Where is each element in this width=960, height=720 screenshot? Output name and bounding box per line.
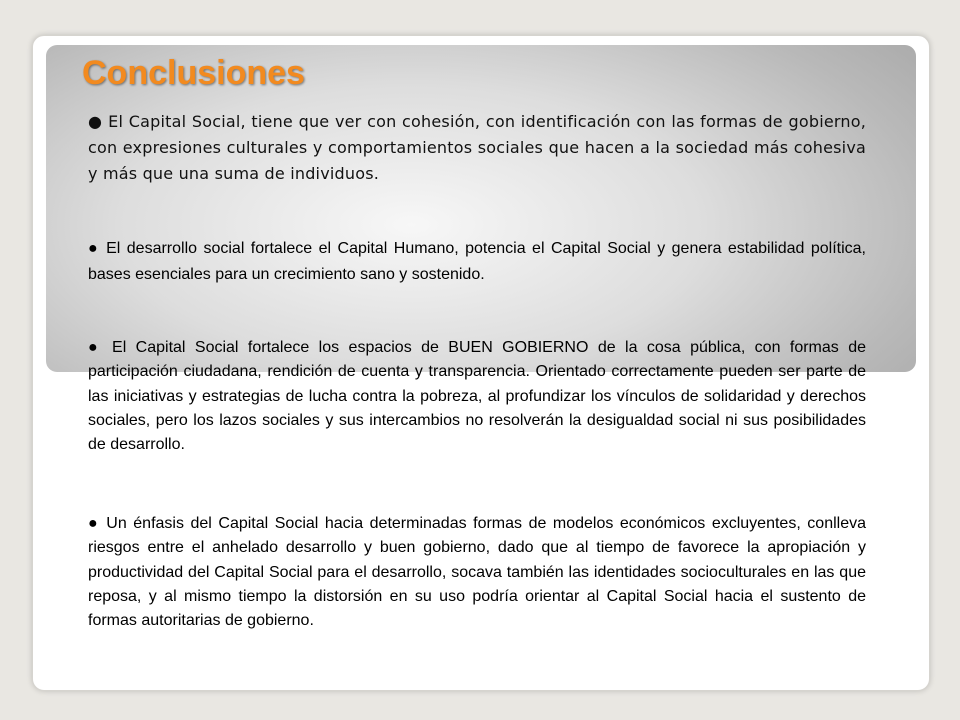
- conclusion-paragraph-3: ● El Capital Social fortalece los espacios de BUEN GOBIERNO de la cosa pública, con formas de participación ciudadana, rendición de cuenta y transparencia. Orientado correctamente pueden ser parte de las iniciativas y estrategias de lucha contra la pobreza, al profundizar los vínculos de solidaridad y derechos sociales, pero los lazos sociales y sus intercambios no resolverán la desigualdad social ni sus posibilidades de desarrollo.: [88, 339, 866, 454]
- conclusion-paragraph-1: ● El Capital Social, tiene que ver con cohesión, con identificación con las formas de gobierno, con expresiones culturales y comportamientos sociales que hacen a la sociedad más cohesiva y más que una suma de individuos.: [88, 112, 866, 183]
- conclusion-paragraph-2: ● El desarrollo social fortalece el Capital Humano, potencia el Capital Social y genera estabilidad política, bases esenciales para un crecimiento sano y sostenido.: [88, 240, 866, 283]
- slide-title: Conclusiones: [82, 54, 305, 92]
- conclusion-paragraph-4: ● Un énfasis del Capital Social hacia determinadas formas de modelos económicos excluyentes, conlleva riesgos entre el anhelado desarrollo y buen gobierno, dado que al tiempo de favorece la apropiación y productividad del Capital Social para el desarrollo, socava también las identidades socioculturales en las que reposa, y al mismo tiempo la distorsión en su uso podría orientar al Capital Social hacia el sustento de formas autoritarias de gobierno.: [88, 515, 866, 630]
